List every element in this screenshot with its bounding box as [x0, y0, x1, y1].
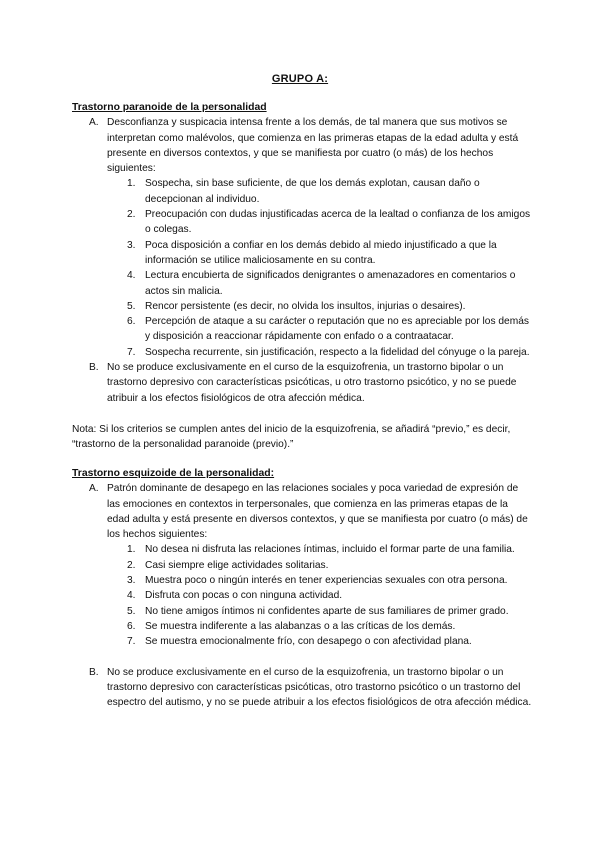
list-item	[72, 558, 532, 573]
list-item-text: Poca disposición a confiar en los demás debido al miedo injustificado a que la información se utilice maliciosamente en su contra.	[145, 239, 497, 266]
list-item	[72, 345, 532, 360]
list-item-number: 3.	[127, 575, 136, 587]
list-item-text: No tiene amigos íntimos ni confidentes aparte de sus familiares de primer grado.	[145, 605, 509, 617]
list-item-number: 6.	[127, 620, 136, 632]
page-title: GRUPO A:	[271, 73, 329, 85]
criterion-b	[72, 665, 532, 711]
list-item	[72, 604, 532, 619]
list-item-text: Se muestra indiferente a las alabanzas o a las críticas de los demás.	[145, 620, 456, 632]
criterion-text: No se produce exclusivamente en el curso de la esquizofrenia, un trastorno bipolar o un trastorno depresivo con características psicóticas, otro trastorno psicótico o un trastorno del espectro del autismo, y no se puede atribuir a los efectos fisiológicos de otra afección médica.	[107, 666, 532, 709]
list-item-text: Se muestra emocionalmente frío, con desapego o con afectividad plana.	[145, 636, 472, 648]
criterion-marker: A.	[89, 117, 99, 129]
list-item-number: 7.	[127, 636, 136, 648]
list-item-number: 7.	[127, 346, 136, 358]
criterion-text: Patrón dominante de desapego en las relaciones sociales y poca variedad de expresión de las emociones en contextos in terpersonales, que comienza en las primeras etapas de la edad adulta y está presente en diversos contextos, y que se manifiesta por cuatro (o más) de los hechos siguientes:	[107, 483, 528, 541]
list-item-number: 2.	[127, 209, 136, 221]
list-item-text: Preocupación con dudas injustificadas acerca de la lealtad o confianza de los amigos o colegas.	[145, 209, 531, 236]
criterion-marker: B.	[89, 666, 99, 678]
list-item	[72, 176, 532, 207]
criterion-text: Desconfianza y suspicacia intensa frente a los demás, de tal manera que sus motivos se interpretan como malévolos, que comienza en las primeras etapas de la edad adulta y está presente en diversos contextos, y que se manifiesta por cuatro (o más) de los hechos siguientes:	[107, 117, 519, 175]
section-heading: Trastorno paranoide de la personalidad	[72, 102, 267, 113]
list-item	[72, 207, 532, 238]
list-item-number: 5.	[127, 605, 136, 617]
list-item	[72, 238, 532, 269]
list-item-number: 1.	[127, 544, 136, 556]
criterion-marker: B.	[89, 362, 99, 374]
note-paragraph: Nota: Si los criterios se cumplen antes del inicio de la esquizofrenia, se añadirá “previo,” es decir, “trastorno de la personalidad paranoide (previo).”	[72, 424, 511, 451]
list-item	[72, 299, 532, 314]
list-item	[72, 573, 532, 588]
criterion-b	[72, 360, 532, 406]
criterion-a	[72, 115, 532, 176]
list-item-text: Lectura encubierta de significados denigrantes o amenazadores en comentarios o actos sin malicia.	[145, 270, 516, 297]
list-item-number: 2.	[127, 559, 136, 571]
list-item-text: Muestra poco o ningún interés en tener experiencias sexuales con otra persona.	[145, 575, 508, 587]
criterion-a	[72, 481, 532, 542]
section-paranoid	[72, 100, 532, 406]
list-item-number: 4.	[127, 270, 136, 282]
section-schizoid	[72, 466, 532, 710]
list-item-text: Casi siempre elige actividades solitarias.	[145, 559, 329, 571]
section-heading: Trastorno esquizoide de la personalidad:	[72, 468, 275, 479]
list-item-text: No desea ni disfruta las relaciones íntimas, incluido el formar parte de una familia.	[145, 544, 515, 556]
list-item	[72, 619, 532, 634]
list-item-number: 4.	[127, 590, 136, 602]
list-item	[72, 634, 532, 649]
list-item-text: Sospecha recurrente, sin justificación, respecto a la fidelidad del cónyuge o la pareja.	[145, 346, 530, 358]
list-item-text: Sospecha, sin base suficiente, de que los demás explotan, causan daño o decepcionan al individuo.	[145, 178, 480, 205]
list-item-number: 6.	[127, 316, 136, 328]
list-item-number: 1.	[127, 178, 136, 190]
list-item-text: Disfruta con pocas o con ninguna actividad.	[145, 590, 343, 602]
list-item	[72, 268, 532, 299]
criterion-marker: A.	[89, 483, 99, 495]
list-item-number: 5.	[127, 300, 136, 312]
criterion-text: No se produce exclusivamente en el curso de la esquizofrenia, un trastorno bipolar o un trastorno depresivo con características psicóticas, u otro trastorno psicótico, y no se puede atribuir a los efectos fisiológicos de otra afección médica.	[107, 362, 517, 404]
list-item-text: Rencor persistente (es decir, no olvida los insultos, injurias o desaires).	[145, 300, 466, 312]
list-item	[72, 314, 532, 345]
list-item-number: 3.	[127, 239, 136, 251]
list-item-text: Percepción de ataque a su carácter o reputación que no es apreciable por los demás y disposición a reaccionar rápidamente con enfado o a contraatacar.	[145, 316, 529, 343]
list-item	[72, 542, 532, 557]
list-item	[72, 588, 532, 603]
